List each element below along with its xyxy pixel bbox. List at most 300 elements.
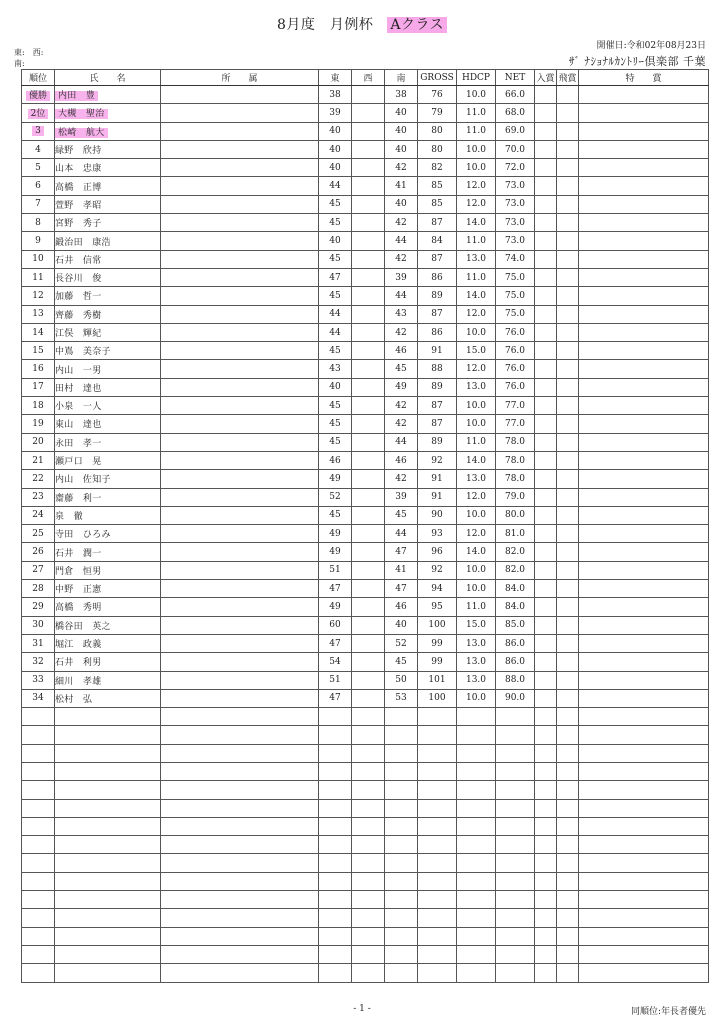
name-cell: 緑野 欣持 bbox=[55, 140, 161, 158]
special-prize-cell bbox=[579, 525, 709, 543]
empty-cell bbox=[457, 964, 496, 982]
east-cell: 51 bbox=[319, 671, 352, 689]
prize-cell bbox=[535, 378, 557, 396]
empty-cell bbox=[457, 836, 496, 854]
net-cell: 73.0 bbox=[496, 214, 535, 232]
special-prize-cell bbox=[579, 671, 709, 689]
table-body bbox=[22, 86, 709, 983]
table-row bbox=[22, 342, 709, 360]
rank-cell: 12 bbox=[22, 287, 55, 305]
gross-cell: 85 bbox=[418, 177, 457, 195]
col-header-affiliation: 所 属 bbox=[161, 70, 319, 86]
hdcp-cell: 11.0 bbox=[457, 104, 496, 122]
net-cell: 75.0 bbox=[496, 305, 535, 323]
affiliation-cell bbox=[161, 616, 319, 634]
gross-cell: 87 bbox=[418, 397, 457, 415]
prize-cell bbox=[535, 195, 557, 213]
east-cell: 49 bbox=[319, 470, 352, 488]
table-row bbox=[22, 86, 709, 104]
name-cell: 高橋 秀明 bbox=[55, 598, 161, 616]
special-prize-cell bbox=[579, 451, 709, 469]
table-row bbox=[22, 580, 709, 598]
empty-cell bbox=[55, 744, 161, 762]
prize-cell bbox=[535, 342, 557, 360]
prize-cell bbox=[535, 470, 557, 488]
empty-table-row bbox=[22, 836, 709, 854]
affiliation-cell bbox=[161, 470, 319, 488]
hdcp-cell: 13.0 bbox=[457, 634, 496, 652]
gross-cell: 87 bbox=[418, 415, 457, 433]
col-header-name: 氏 名 bbox=[55, 70, 161, 86]
event-date: 開催日:令和02年08月23日 bbox=[596, 41, 706, 51]
affiliation-cell bbox=[161, 634, 319, 652]
affiliation-cell bbox=[161, 122, 319, 140]
empty-cell bbox=[352, 891, 385, 909]
rank-cell: 5 bbox=[22, 159, 55, 177]
special-prize-cell bbox=[579, 689, 709, 707]
east-cell: 44 bbox=[319, 305, 352, 323]
hdcp-cell: 10.0 bbox=[457, 86, 496, 104]
empty-cell bbox=[319, 964, 352, 982]
empty-cell bbox=[418, 817, 457, 835]
prize-cell bbox=[535, 250, 557, 268]
rank-cell: 4 bbox=[22, 140, 55, 158]
name-cell: 橋谷田 英之 bbox=[55, 616, 161, 634]
empty-cell bbox=[535, 909, 557, 927]
affiliation-cell bbox=[161, 397, 319, 415]
empty-cell bbox=[161, 872, 319, 890]
hdcp-cell: 11.0 bbox=[457, 122, 496, 140]
fly-prize-cell bbox=[557, 232, 579, 250]
south-cell: 42 bbox=[385, 470, 418, 488]
empty-cell bbox=[535, 708, 557, 726]
west-cell bbox=[352, 598, 385, 616]
empty-cell bbox=[418, 762, 457, 780]
fly-prize-cell bbox=[557, 634, 579, 652]
net-cell: 78.0 bbox=[496, 470, 535, 488]
hdcp-cell: 12.0 bbox=[457, 195, 496, 213]
tie-note: 同順位:年長者優先 bbox=[630, 1007, 706, 1017]
name-cell: 門倉 恒男 bbox=[55, 561, 161, 579]
gross-cell: 86 bbox=[418, 268, 457, 286]
empty-cell bbox=[457, 726, 496, 744]
empty-cell bbox=[535, 927, 557, 945]
empty-cell bbox=[161, 854, 319, 872]
rank-cell: 31 bbox=[22, 634, 55, 652]
table-row bbox=[22, 122, 709, 140]
gross-cell: 84 bbox=[418, 232, 457, 250]
affiliation-cell bbox=[161, 525, 319, 543]
special-prize-cell bbox=[579, 86, 709, 104]
south-cell: 38 bbox=[385, 86, 418, 104]
fly-prize-cell bbox=[557, 177, 579, 195]
empty-cell bbox=[55, 726, 161, 744]
fly-prize-cell bbox=[557, 305, 579, 323]
special-prize-cell bbox=[579, 287, 709, 305]
empty-cell bbox=[496, 762, 535, 780]
east-cell: 47 bbox=[319, 580, 352, 598]
empty-cell bbox=[319, 891, 352, 909]
west-cell bbox=[352, 488, 385, 506]
empty-cell bbox=[496, 817, 535, 835]
empty-cell bbox=[535, 872, 557, 890]
table-row bbox=[22, 214, 709, 232]
empty-cell bbox=[557, 726, 579, 744]
east-cell: 40 bbox=[319, 232, 352, 250]
net-cell: 79.0 bbox=[496, 488, 535, 506]
table-row bbox=[22, 287, 709, 305]
name-cell: 松村 弘 bbox=[55, 689, 161, 707]
empty-cell bbox=[557, 964, 579, 982]
empty-table-row bbox=[22, 817, 709, 835]
south-cell: 39 bbox=[385, 488, 418, 506]
gross-cell: 94 bbox=[418, 580, 457, 598]
empty-cell bbox=[22, 726, 55, 744]
east-cell: 45 bbox=[319, 342, 352, 360]
east-cell: 46 bbox=[319, 451, 352, 469]
special-prize-cell bbox=[579, 397, 709, 415]
south-cell: 39 bbox=[385, 268, 418, 286]
south-cell: 40 bbox=[385, 122, 418, 140]
empty-cell bbox=[319, 781, 352, 799]
east-cell: 40 bbox=[319, 378, 352, 396]
south-cell: 41 bbox=[385, 177, 418, 195]
prize-cell bbox=[535, 104, 557, 122]
empty-cell bbox=[352, 744, 385, 762]
empty-table-row bbox=[22, 781, 709, 799]
empty-cell bbox=[457, 891, 496, 909]
empty-cell bbox=[496, 891, 535, 909]
empty-cell bbox=[579, 945, 709, 963]
west-cell bbox=[352, 360, 385, 378]
table-row bbox=[22, 653, 709, 671]
south-cell: 44 bbox=[385, 525, 418, 543]
west-cell bbox=[352, 342, 385, 360]
gross-cell: 99 bbox=[418, 634, 457, 652]
gross-cell: 80 bbox=[418, 140, 457, 158]
special-prize-cell bbox=[579, 580, 709, 598]
empty-cell bbox=[579, 726, 709, 744]
affiliation-cell bbox=[161, 506, 319, 524]
fly-prize-cell bbox=[557, 250, 579, 268]
empty-cell bbox=[557, 799, 579, 817]
south-cell: 50 bbox=[385, 671, 418, 689]
prize-cell bbox=[535, 689, 557, 707]
rank-cell: 30 bbox=[22, 616, 55, 634]
east-cell: 49 bbox=[319, 543, 352, 561]
empty-cell bbox=[557, 744, 579, 762]
empty-cell bbox=[457, 799, 496, 817]
rank-cell: 8 bbox=[22, 214, 55, 232]
fly-prize-cell bbox=[557, 689, 579, 707]
table-row bbox=[22, 397, 709, 415]
net-cell: 85.0 bbox=[496, 616, 535, 634]
empty-cell bbox=[55, 945, 161, 963]
special-prize-cell bbox=[579, 598, 709, 616]
col-header-special: 特 賞 bbox=[579, 70, 709, 86]
empty-cell bbox=[457, 909, 496, 927]
fly-prize-cell bbox=[557, 653, 579, 671]
rank-cell: 6 bbox=[22, 177, 55, 195]
south-cell: 42 bbox=[385, 214, 418, 232]
empty-cell bbox=[579, 854, 709, 872]
empty-cell bbox=[352, 945, 385, 963]
affiliation-cell bbox=[161, 653, 319, 671]
empty-cell bbox=[579, 708, 709, 726]
fly-prize-cell bbox=[557, 86, 579, 104]
empty-cell bbox=[385, 836, 418, 854]
special-prize-cell bbox=[579, 177, 709, 195]
empty-cell bbox=[161, 762, 319, 780]
fly-prize-cell bbox=[557, 195, 579, 213]
south-cell: 41 bbox=[385, 561, 418, 579]
west-cell bbox=[352, 561, 385, 579]
hdcp-cell: 10.0 bbox=[457, 561, 496, 579]
empty-cell bbox=[55, 891, 161, 909]
empty-cell bbox=[55, 872, 161, 890]
empty-cell bbox=[352, 872, 385, 890]
rank-cell bbox=[22, 122, 55, 140]
net-cell: 81.0 bbox=[496, 525, 535, 543]
special-prize-cell bbox=[579, 470, 709, 488]
fly-prize-cell bbox=[557, 360, 579, 378]
empty-cell bbox=[535, 945, 557, 963]
east-cell: 45 bbox=[319, 214, 352, 232]
empty-cell bbox=[319, 799, 352, 817]
empty-cell bbox=[496, 854, 535, 872]
rank-cell: 34 bbox=[22, 689, 55, 707]
name-cell: 鍛治田 康浩 bbox=[55, 232, 161, 250]
rank-cell bbox=[22, 86, 55, 104]
name-cell: 石井 信常 bbox=[55, 250, 161, 268]
gross-cell: 99 bbox=[418, 653, 457, 671]
west-cell bbox=[352, 506, 385, 524]
empty-cell bbox=[579, 781, 709, 799]
empty-cell bbox=[55, 927, 161, 945]
east-cell: 45 bbox=[319, 433, 352, 451]
empty-cell bbox=[319, 708, 352, 726]
special-prize-cell bbox=[579, 159, 709, 177]
prize-cell bbox=[535, 451, 557, 469]
hdcp-cell: 11.0 bbox=[457, 232, 496, 250]
prize-cell bbox=[535, 598, 557, 616]
west-cell bbox=[352, 140, 385, 158]
hdcp-cell: 13.0 bbox=[457, 378, 496, 396]
south-cell: 52 bbox=[385, 634, 418, 652]
affiliation-cell bbox=[161, 305, 319, 323]
rank-cell: 17 bbox=[22, 378, 55, 396]
empty-cell bbox=[457, 945, 496, 963]
empty-cell bbox=[161, 945, 319, 963]
affiliation-cell bbox=[161, 433, 319, 451]
west-cell bbox=[352, 305, 385, 323]
empty-cell bbox=[418, 891, 457, 909]
east-cell: 40 bbox=[319, 122, 352, 140]
east-cell: 60 bbox=[319, 616, 352, 634]
fly-prize-cell bbox=[557, 506, 579, 524]
table-row bbox=[22, 250, 709, 268]
affiliation-cell bbox=[161, 104, 319, 122]
empty-cell bbox=[579, 872, 709, 890]
special-prize-cell bbox=[579, 543, 709, 561]
net-cell: 78.0 bbox=[496, 451, 535, 469]
affiliation-cell bbox=[161, 580, 319, 598]
net-cell: 76.0 bbox=[496, 342, 535, 360]
empty-cell bbox=[319, 817, 352, 835]
net-cell: 86.0 bbox=[496, 634, 535, 652]
empty-cell bbox=[496, 726, 535, 744]
gross-cell: 82 bbox=[418, 159, 457, 177]
table-row bbox=[22, 232, 709, 250]
name-cell-highlight: 内田 豊 bbox=[55, 91, 98, 101]
south-cell: 47 bbox=[385, 543, 418, 561]
empty-cell bbox=[22, 836, 55, 854]
empty-table-row bbox=[22, 909, 709, 927]
fly-prize-cell bbox=[557, 104, 579, 122]
fly-prize-cell bbox=[557, 561, 579, 579]
col-header-east: 東 bbox=[319, 70, 352, 86]
empty-cell bbox=[579, 762, 709, 780]
name-cell: 泉 徹 bbox=[55, 506, 161, 524]
east-cell: 44 bbox=[319, 177, 352, 195]
title-main: 8月度 月例杯 bbox=[276, 17, 374, 33]
empty-cell bbox=[352, 836, 385, 854]
east-cell: 49 bbox=[319, 525, 352, 543]
empty-cell bbox=[22, 799, 55, 817]
empty-cell bbox=[385, 762, 418, 780]
south-cell: 42 bbox=[385, 250, 418, 268]
special-prize-cell bbox=[579, 268, 709, 286]
empty-cell bbox=[22, 781, 55, 799]
name-cell: 齊藤 秀樹 bbox=[55, 305, 161, 323]
empty-cell bbox=[535, 854, 557, 872]
results-table bbox=[21, 69, 709, 983]
west-cell bbox=[352, 634, 385, 652]
special-prize-cell bbox=[579, 195, 709, 213]
name-cell: 加藤 哲一 bbox=[55, 287, 161, 305]
rank-cell: 26 bbox=[22, 543, 55, 561]
net-cell: 75.0 bbox=[496, 268, 535, 286]
special-prize-cell bbox=[579, 415, 709, 433]
special-prize-cell bbox=[579, 616, 709, 634]
south-cell: 42 bbox=[385, 159, 418, 177]
net-cell: 68.0 bbox=[496, 104, 535, 122]
empty-cell bbox=[385, 744, 418, 762]
east-cell: 39 bbox=[319, 104, 352, 122]
table-row bbox=[22, 104, 709, 122]
page-title bbox=[0, 14, 724, 34]
net-cell: 84.0 bbox=[496, 598, 535, 616]
rank-cell: 13 bbox=[22, 305, 55, 323]
name-cell: 石井 利男 bbox=[55, 653, 161, 671]
empty-cell bbox=[319, 854, 352, 872]
hdcp-cell: 10.0 bbox=[457, 159, 496, 177]
west-cell bbox=[352, 543, 385, 561]
west-cell bbox=[352, 415, 385, 433]
fly-prize-cell bbox=[557, 122, 579, 140]
affiliation-cell bbox=[161, 488, 319, 506]
table-row bbox=[22, 671, 709, 689]
gross-cell: 87 bbox=[418, 250, 457, 268]
west-cell bbox=[352, 214, 385, 232]
empty-cell bbox=[579, 927, 709, 945]
fly-prize-cell bbox=[557, 214, 579, 232]
empty-cell bbox=[557, 854, 579, 872]
empty-cell bbox=[352, 927, 385, 945]
fly-prize-cell bbox=[557, 543, 579, 561]
name-cell: 寺田 ひろみ bbox=[55, 525, 161, 543]
west-cell bbox=[352, 232, 385, 250]
west-cell bbox=[352, 580, 385, 598]
south-cell: 42 bbox=[385, 397, 418, 415]
gross-cell: 76 bbox=[418, 86, 457, 104]
prize-cell bbox=[535, 433, 557, 451]
south-cell: 45 bbox=[385, 506, 418, 524]
table-row bbox=[22, 177, 709, 195]
table-row bbox=[22, 598, 709, 616]
empty-cell bbox=[385, 891, 418, 909]
hdcp-cell: 13.0 bbox=[457, 653, 496, 671]
empty-cell bbox=[22, 964, 55, 982]
empty-cell bbox=[352, 799, 385, 817]
net-cell: 88.0 bbox=[496, 671, 535, 689]
prize-cell bbox=[535, 525, 557, 543]
affiliation-cell bbox=[161, 561, 319, 579]
prize-cell bbox=[535, 671, 557, 689]
special-prize-cell bbox=[579, 634, 709, 652]
empty-cell bbox=[352, 909, 385, 927]
fly-prize-cell bbox=[557, 397, 579, 415]
fly-prize-cell bbox=[557, 287, 579, 305]
south-cell: 40 bbox=[385, 140, 418, 158]
empty-cell bbox=[55, 799, 161, 817]
empty-cell bbox=[557, 945, 579, 963]
east-cell: 38 bbox=[319, 86, 352, 104]
table-row bbox=[22, 525, 709, 543]
rank-cell: 18 bbox=[22, 397, 55, 415]
net-cell: 70.0 bbox=[496, 140, 535, 158]
empty-cell bbox=[319, 744, 352, 762]
empty-cell bbox=[457, 872, 496, 890]
table-header-row bbox=[22, 70, 709, 86]
empty-table-row bbox=[22, 762, 709, 780]
hdcp-cell: 10.0 bbox=[457, 397, 496, 415]
rank-cell: 24 bbox=[22, 506, 55, 524]
empty-cell bbox=[457, 854, 496, 872]
prize-cell bbox=[535, 360, 557, 378]
empty-cell bbox=[418, 909, 457, 927]
empty-cell bbox=[22, 708, 55, 726]
hdcp-cell: 13.0 bbox=[457, 250, 496, 268]
empty-cell bbox=[22, 762, 55, 780]
gross-cell: 93 bbox=[418, 525, 457, 543]
affiliation-cell bbox=[161, 598, 319, 616]
empty-cell bbox=[557, 891, 579, 909]
title-class: Aクラス bbox=[387, 17, 447, 33]
fly-prize-cell bbox=[557, 378, 579, 396]
prize-cell bbox=[535, 287, 557, 305]
empty-cell bbox=[22, 891, 55, 909]
name-cell: 齋藤 利一 bbox=[55, 488, 161, 506]
south-cell: 42 bbox=[385, 415, 418, 433]
hdcp-cell: 11.0 bbox=[457, 433, 496, 451]
empty-cell bbox=[319, 909, 352, 927]
table-row bbox=[22, 616, 709, 634]
empty-cell bbox=[352, 964, 385, 982]
special-prize-cell bbox=[579, 214, 709, 232]
south-cell: 40 bbox=[385, 195, 418, 213]
rank-cell: 9 bbox=[22, 232, 55, 250]
